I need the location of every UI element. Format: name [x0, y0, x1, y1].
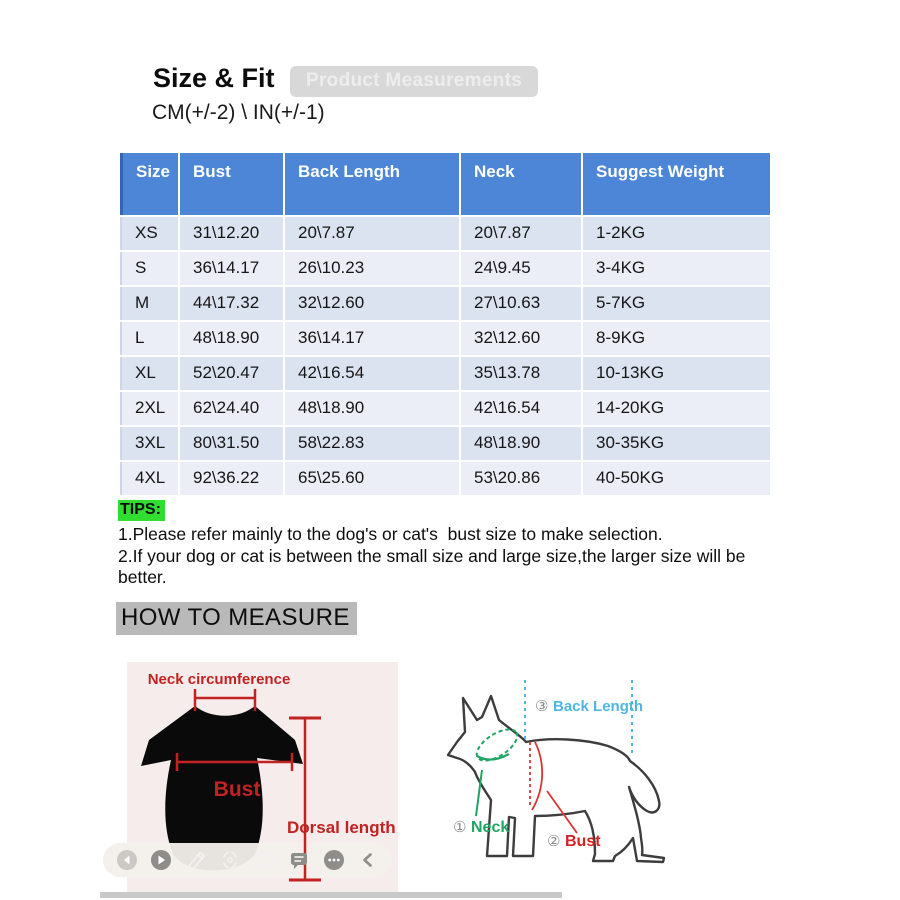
table-row	[120, 287, 770, 320]
dog-neck-label: Neck	[471, 819, 510, 836]
col-back-length: Back Length	[285, 153, 459, 215]
table-cell: 48\18.90	[461, 427, 581, 460]
tips-label: TIPS:	[118, 500, 165, 521]
table-row	[120, 357, 770, 390]
col-neck: Neck	[461, 153, 581, 215]
table-cell: 24\9.45	[461, 252, 581, 285]
table-row	[120, 392, 770, 425]
table-row	[120, 252, 770, 285]
more-icon[interactable]	[323, 849, 345, 871]
table-cell: 48\18.90	[285, 392, 459, 425]
table-cell: 31\12.20	[180, 217, 283, 250]
table-cell: 58\22.83	[285, 427, 459, 460]
media-toolbar-icons	[103, 843, 392, 877]
product-measurements-badge: Product Measurements	[290, 66, 538, 97]
spin-view-icon[interactable]	[219, 849, 241, 871]
comment-icon[interactable]	[288, 849, 310, 871]
shirt-bust-label: Bust	[213, 778, 261, 801]
table-cell: 5-7KG	[583, 287, 770, 320]
table-cell: 42\16.54	[461, 392, 581, 425]
table-cell: 92\36.22	[180, 462, 283, 495]
table-cell: XL	[120, 357, 178, 390]
table-cell: 10-13KG	[583, 357, 770, 390]
table-cell: 20\7.87	[285, 217, 459, 250]
table-cell: 53\20.86	[461, 462, 581, 495]
table-cell: XS	[120, 217, 178, 250]
table-cell: 14-20KG	[583, 392, 770, 425]
table-cell: 3XL	[120, 427, 178, 460]
table-cell: 48\18.90	[180, 322, 283, 355]
camera-icon[interactable]	[254, 849, 276, 871]
table-cell: 4XL	[120, 462, 178, 495]
table-cell: 80\31.50	[180, 427, 283, 460]
size-table-body	[120, 217, 770, 495]
dog-back-label: Back Length	[553, 698, 644, 715]
previous-icon[interactable]	[116, 849, 138, 871]
tolerance-note: CM(+/-2) \ IN(+/-1)	[152, 101, 325, 124]
table-row	[120, 427, 770, 460]
page-title: Size & Fit	[153, 63, 275, 93]
pen-icon[interactable]	[185, 849, 207, 871]
table-cell: 36\14.17	[285, 322, 459, 355]
table-cell: 8-9KG	[583, 322, 770, 355]
dog-neck-marker: ①	[453, 819, 467, 836]
tips-text	[118, 524, 770, 589]
col-suggest-weight: Suggest Weight	[583, 153, 770, 215]
col-bust: Bust	[180, 153, 283, 215]
table-cell: 40-50KG	[583, 462, 770, 495]
table-cell: 27\10.63	[461, 287, 581, 320]
size-table-header	[120, 153, 770, 215]
dog-bust-label: Bust	[565, 833, 601, 850]
table-cell: 26\10.23	[285, 252, 459, 285]
table-row	[120, 322, 770, 355]
table-cell: 36\14.17	[180, 252, 283, 285]
table-cell: 35\13.78	[461, 357, 581, 390]
dog-bust-marker: ②	[547, 833, 561, 850]
dog-measure-diagram	[435, 666, 700, 888]
table-cell: 2XL	[120, 392, 178, 425]
table-cell: L	[120, 322, 178, 355]
table-cell: 3-4KG	[583, 252, 770, 285]
shirt-neck-label: Neck circumference	[147, 671, 291, 688]
image-bottom-strip	[100, 892, 562, 898]
table-cell: 52\20.47	[180, 357, 283, 390]
table-cell: 62\24.40	[180, 392, 283, 425]
dog-back-marker: ③	[535, 698, 549, 715]
table-cell: S	[120, 252, 178, 285]
table-cell: 1-2KG	[583, 217, 770, 250]
table-cell: 32\12.60	[461, 322, 581, 355]
how-to-measure-heading: HOW TO MEASURE	[116, 602, 357, 635]
size-table	[118, 151, 772, 497]
col-size: Size	[120, 153, 178, 215]
table-row	[120, 217, 770, 250]
collapse-chevron-icon[interactable]	[357, 849, 379, 871]
table-cell: M	[120, 287, 178, 320]
tip-2: 2.If your dog or cat is between the small size and large size,the larger size will be better.	[118, 545, 751, 587]
table-cell: 30-35KG	[583, 427, 770, 460]
table-cell: 20\7.87	[461, 217, 581, 250]
table-cell: 42\16.54	[285, 357, 459, 390]
play-icon[interactable]	[150, 849, 172, 871]
table-cell: 32\12.60	[285, 287, 459, 320]
table-row	[120, 462, 770, 495]
shirt-dorsal-label: Dorsal length	[287, 818, 396, 837]
table-cell: 44\17.32	[180, 287, 283, 320]
tip-1: 1.Please refer mainly to the dog's or cat's bust size to make selection.	[118, 524, 663, 544]
table-cell: 65\25.60	[285, 462, 459, 495]
